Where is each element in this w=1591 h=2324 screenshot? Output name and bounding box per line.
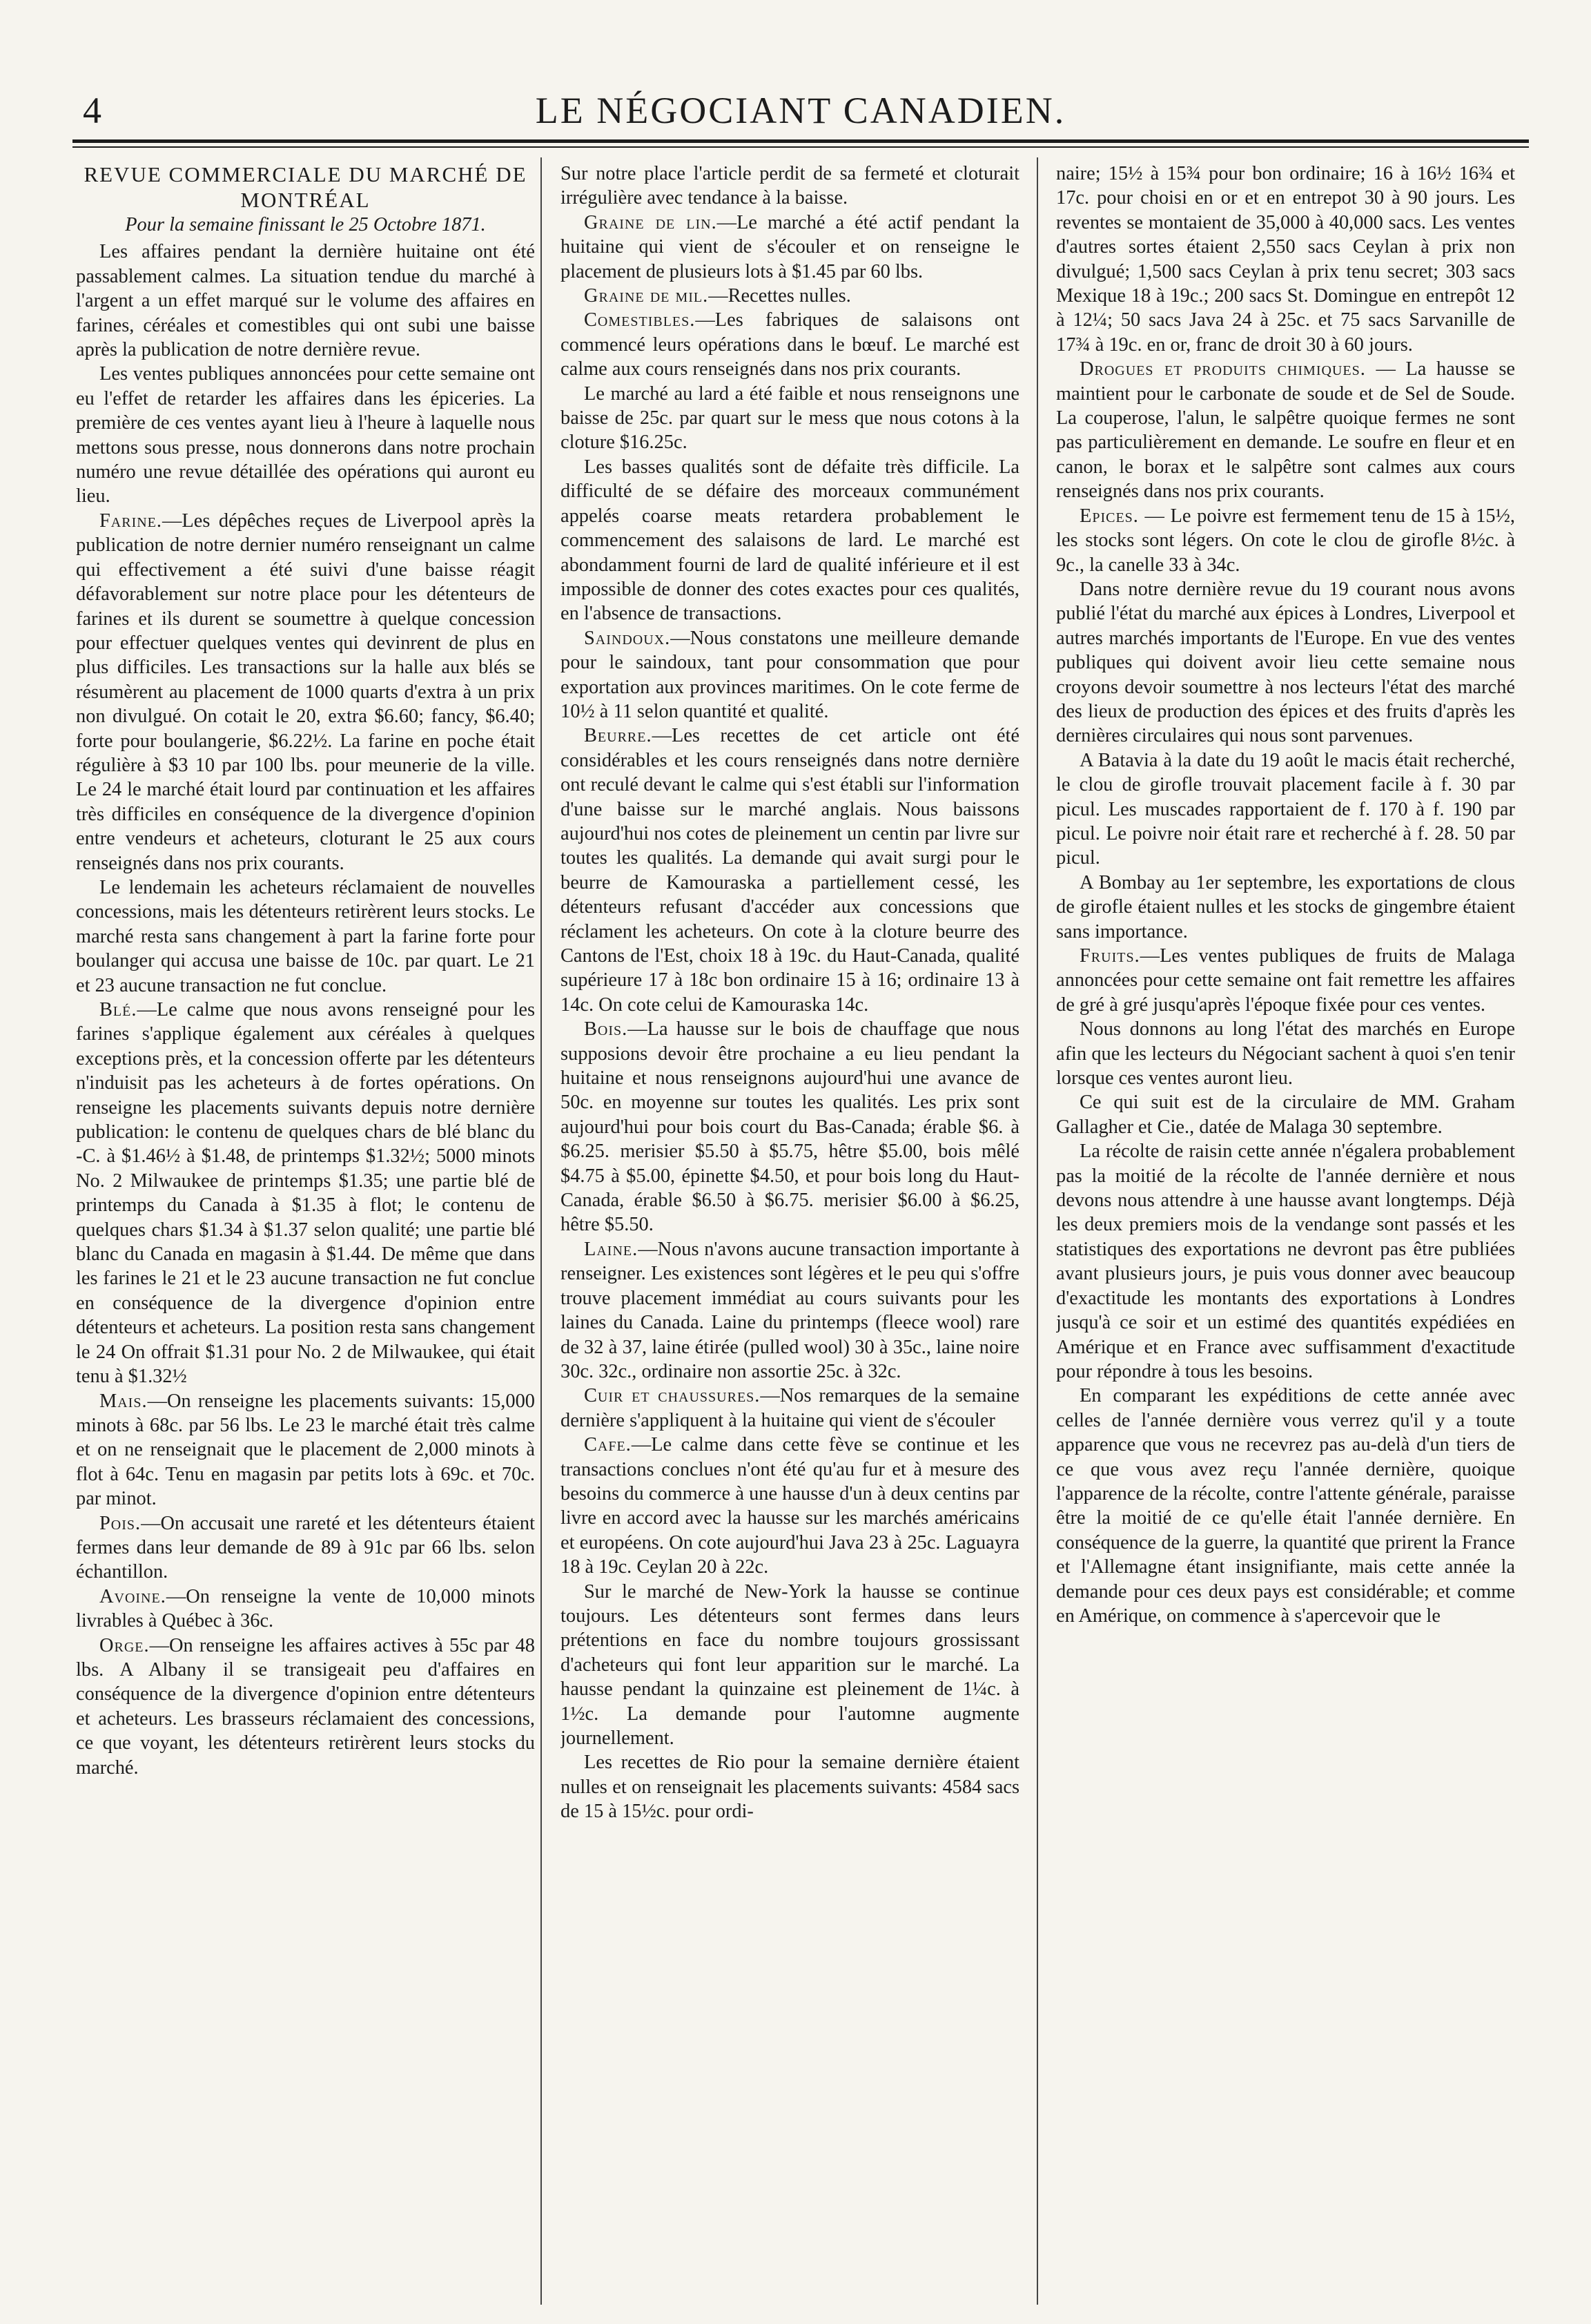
column-separator <box>1037 157 1038 2305</box>
paragraph-text: Le lendemain les acheteurs réclamaient de nouvelles concessions, mais les détenteurs retirèrent leurs stocks. Le marché resta sans changement à part la farine forte pour boulanger qui accusa une baisse de 10c. par quart. Le 21 et 23 aucune transaction ne fut conclue. <box>76 876 535 996</box>
column-separator <box>540 157 542 2305</box>
article-paragraph <box>560 211 1019 284</box>
header-rule-thick <box>72 139 1529 143</box>
paragraph-text: — La hausse se maintient pour le carbonate de soude et de Sel de Soude. La couperose, l'alun, le salpêtre quoique fermes ne sont pas particulièrement en demande. Le soufre en fleur et en canon, le borax et le salpêtre sont calmes aux cours renseignés dans nos prix courants. <box>1056 358 1515 503</box>
article-paragraph <box>76 362 535 508</box>
paragraph-text: —Le calme que nous avons renseigné pour les farines s'applique également aux céréales à quelques exceptions près, et la concession offerte par les détenteurs n'induisit pas les acheteurs à de fortes opérations. On renseigne les placements suivants depuis notre dernière publication: le contenu de quelques chars de blé blanc du -C. à $1.46½ à $1.48, de printemps $1.32½; 5000 minots No. 2 Milwaukee de printemps $1.35; une partie blé de printemps du Canada à $1.35 à flot; le contenu de quelques chars $1.34 à $1.37 selon qualité; une partie blé blanc du Canada en magasin à $1.44. De même que dans les farines le 21 et le 23 aucune transaction ne fut conclue en conséquence de la divergence d'opinion entre détenteurs et acheteurs. La position resta sans changement le 24 On offrait $1.31 pour No. 2 de Milwaukee, qui était tenu à $1.32½ <box>76 999 535 1388</box>
paragraph-text: Ce qui suit est de la circulaire de MM. Graham Gallagher et Cie., datée de Malaga 30 septembre. <box>1056 1092 1515 1138</box>
section-rubric: Pois. <box>99 1512 141 1534</box>
article-paragraph <box>1056 944 1515 1017</box>
paragraph-text: —Les dépêches reçues de Liverpool après la publication de notre dernier numéro renseignant un calme qui effectivement a été suivi d'une baisse réagit défavorablement sur notre place pour les détenteurs de farines et ils durent se soumettre à quelque concession pour effectuer quelques ventes qui devinrent de plus en plus difficiles. Les transactions sur la halle aux blés se résumèrent au placement de 1000 quarts d'extra à un prix non divulgué. On cotait le 20, extra $6.60; fancy, $6.40; forte pour boulangerie, $6.22½. La farine en poche était régulière à $3 10 par 100 lbs. pour meunerie de la ville. Le 24 le marché était lourd par continuation et les affaires très difficiles en conséquence de la divergence d'opinion entre vendeurs et acheteurs, cloturant le 25 aux cours renseignés dans nos prix courants. <box>76 510 535 874</box>
article-paragraph <box>560 308 1019 381</box>
article-paragraph <box>1056 1139 1515 1384</box>
paragraph-text: —Nous constatons une meilleure demande pour le saindoux, tant pour consommation que pour exportation aux provinces maritimes. On le cote ferme de 10½ à 11 selon quantité et qualité. <box>560 627 1019 722</box>
paragraph-text: —Les recettes de cet article ont été considérables et les cours renseignés dans notre dernière ont reculé devant le calme qui s'est établi sur l'information d'une baisse sur le marché anglais. Nous baissons aujourd'hui nos cotes de pleinement un centin par livre sur toutes les qualités. La demande qui avait surgi pour le beurre de Kamouraska a partiellement cessé, les détenteurs refusant d'accéder aux concessions que réclament les acheteurs. On cote à la cloture beurre des Cantons de l'Est, choix 18 à 19c. du Haut-Canada, qualité supérieure 17 à 18c bon ordinaire 15 à 16; ordinaire 13 à 14c. On cote celui de Kamouraska 14c. <box>560 725 1019 1016</box>
paragraph-text: Sur notre place l'article perdit de sa fermeté et cloturait irrégulière avec tendance à la baisse. <box>560 163 1019 209</box>
paragraph-text: Sur le marché de New-York la hausse se continue toujours. Les détenteurs sont fermes dans leurs prétentions en face du nombre toujours grossissant d'acheteurs qui font leur apparition sur le marché. La hausse pendant la quinzaine est pleinement de 1¼c. à 1½c. La demande pour l'automne augmente journellement. <box>560 1580 1019 1749</box>
article-paragraph <box>560 1017 1019 1237</box>
section-rubric: Comestibles. <box>584 309 696 331</box>
article-paragraph <box>76 1634 535 1780</box>
section-rubric: Beurre. <box>584 725 652 747</box>
article-paragraph <box>560 1384 1019 1433</box>
section-rubric: Fruits. <box>1080 945 1140 967</box>
paragraph-text: A Bombay au 1er septembre, les exportations de clous de girofle étaient nulles et les stocks de gingembre étaient sans importance. <box>1056 871 1515 942</box>
paragraph-text: —On renseigne les placements suivants: 15,000 minots à 68c. par 56 lbs. Le 23 le marché était très calme et on ne renseignait que le placement de 2,000 minots à flot à 64c. Tenu en magasin par petits lots à 69c. et 70c. par minot. <box>76 1390 535 1510</box>
paragraph-text: —On renseigne la vente de 10,000 minots livrables à Québec à 36c. <box>76 1585 535 1632</box>
paragraph-text: A Batavia à la date du 19 août le macis était recherché, le clou de girofle trouvait placement facile à f. 30 par picul. Les muscades rapportaient de f. 170 à f. 190 par picul. Le poivre noir était rare et recherché à f. 28. 50 par picul. <box>1056 749 1515 869</box>
article-paragraph <box>560 162 1019 211</box>
paragraph-text: —Le marché a été actif pendant la huitaine qui vient de s'écouler et on renseigne le placement de plusieurs lots à $1.45 par 60 lbs. <box>560 211 1019 282</box>
paragraph-text: Les recettes de Rio pour la semaine dernière étaient nulles et on renseignait les placements suivants: 4584 sacs de 15 à 15½c. pour ordi- <box>560 1752 1019 1823</box>
column-1 <box>76 162 535 2302</box>
article-paragraph <box>1056 1384 1515 1628</box>
paragraph-text: —Nos remarques de la semaine dernière s'appliquent à la huitaine qui vient de s'écouler <box>560 1385 1019 1431</box>
section-rubric: Graine de lin. <box>584 211 717 233</box>
article-paragraph <box>560 1750 1019 1823</box>
section-rubric: Laine. <box>584 1238 638 1260</box>
newspaper-title: LE NÉGOCIANT CANADIEN. <box>535 90 1066 131</box>
paragraph-text: —On renseigne les affaires actives à 55c par 48 lbs. A Albany il se transigeait peu d'affaires en conséquence de la divergence d'opinion entre détenteurs et acheteurs. Les brasseurs réclamaient des concessions, ce que voyant, les détenteurs retirèrent leurs stocks du marché. <box>76 1634 535 1779</box>
section-rubric: Cafe. <box>584 1434 632 1456</box>
paragraph-text: Les basses qualités sont de défaite très difficile. La difficulté de se défaire des morceaux communément appelés coarse meats retardera probablement le commencement des salaisons de lard. Le marché est abondamment fourni de lard de qualité inférieure et il est impossible de donner des cotes exactes pour ces qualités, en l'absence de transactions. <box>560 456 1019 625</box>
paragraph-text: —La hausse sur le bois de chauffage que nous supposions devoir être prochaine a eu lieu pendant la huitaine et nous renseignons aujourd'hui une avance de 50c. en moyenne sur toutes les qualités. Les prix sont aujourd'hui pour bois court du Bas-Canada; érable $6. à $6.25. merisier $5.50 à $5.75, hêtre $5.00, bois mêlé $4.75 à $5.00, épinette $4.50, et pour bois long du Haut-Canada, érable $6.50 à $6.75. merisier $6.00 à $6.25, hêtre $5.50. <box>560 1018 1019 1236</box>
paragraph-text: Les ventes publiques annoncées pour cette semaine ont eu l'effet de retarder les affaires dans les épiceries. La première de ces ventes ayant lieu à l'heure à laquelle nous mettons sous presse, nous donnerons dans notre prochain numéro une revue détaillée des opérations qui auront eu lieu. <box>76 363 535 507</box>
article-paragraph <box>1056 577 1515 748</box>
paragraph-text: —Les fabriques de salaisons ont commencé leurs opérations dans le bœuf. Le marché est calme aux cours renseignés dans nos prix courants. <box>560 309 1019 380</box>
article-paragraph <box>76 998 535 1389</box>
article-paragraph <box>560 626 1019 724</box>
header-rule-thin <box>72 146 1529 148</box>
section-rubric: Bois. <box>584 1018 628 1040</box>
section-rubric: Blé. <box>99 999 137 1020</box>
article-title: REVUE COMMERCIALE DU MARCHÉ DE MONTRÉAL <box>84 162 527 212</box>
paragraph-text: —Les ventes publiques de fruits de Malaga annoncées pour cette semaine ont fait remettre les affaires de gré à gré jusqu'après l'époque fixée pour ces ventes. <box>1056 945 1515 1016</box>
paragraph-text: — Le poivre est fermement tenu de 15 à 15½, les stocks sont légers. On cote le clou de girofle 8½c. à 9c., la canelle 33 à 34c. <box>1056 505 1515 576</box>
paragraph-text: La récolte de raisin cette année n'égalera probablement pas la moitié de la récolte de l'année dernière et nous devons nous attendre à une hausse avant longtemps. Déjà les deux premiers mois de la vendange sont passés et les statistiques des exportations ne devront pas être publiées avant plusieurs jours, je puis vous donner avec beaucoup d'exactitude les montants des exportations à Londres jusqu'à ce soir et un estimé des quantités expédiées en Amérique et en France avec suffisamment d'exactitude pour répondre à tous les besoins. <box>1056 1141 1515 1382</box>
section-rubric: Cuir et chaussures. <box>584 1385 761 1407</box>
article-paragraph <box>1056 162 1515 357</box>
article-paragraph <box>1056 357 1515 503</box>
paragraph-text: Dans notre dernière revue du 19 courant nous avons publié l'état du marché aux épices à Londres, Liverpool et autres marchés importants de l'Europe. En vue des ventes publiques qui doivent avoir lieu cette semaine nous croyons devoir soumettre à nos lecteurs l'état des marché des lieux de production des épices et des fruits d'après les dernières circulaires qui nous sont parvenues. <box>1056 578 1515 747</box>
column-2 <box>560 162 1019 2302</box>
article-paragraph <box>1056 1090 1515 1139</box>
article-paragraph <box>1056 871 1515 944</box>
paragraph-text: En comparant les expéditions de cette année avec celles de l'année dernière vous verrez qu'il y a toute apparence que vous ne recevrez pas au-delà d'un tiers de ce que vous avez reçu l'année dernière, quoique l'apparence de la récolte, contre l'attente générale, paraisse être la moitié de ce qu'elle était l'année dernière. En conséquence de la guerre, la quantité que prirent la France et l'Allemagne étant insignifiante, mais cette année la demande pour ces deux pays est considérable; et comme en Amérique, on commence à s'apercevoir que le <box>1056 1385 1515 1627</box>
section-rubric: Drogues et produits chimiques. <box>1080 358 1366 380</box>
article-paragraph <box>560 284 1019 308</box>
article-paragraph <box>560 1580 1019 1751</box>
page-header <box>72 90 1529 131</box>
article-paragraph <box>560 1433 1019 1579</box>
article-paragraph <box>1056 748 1515 871</box>
paragraph-text: —Nous n'avons aucune transaction importante à renseigner. Les existences sont légères et le peu qui s'offre trouve placement immédiat au cours suivants pour les laines du Canada. Laine du printemps (fleece wool) rare de 32 à 37, laine étirée (pulled wool) 30 à 35c., laine noire 30c. 32c., ordinaire non assortie 25c. à 32c. <box>560 1238 1019 1382</box>
article-paragraph <box>560 455 1019 626</box>
article-paragraph <box>560 724 1019 1017</box>
section-rubric: Mais. <box>99 1390 148 1412</box>
section-rubric: Avoine. <box>99 1585 166 1607</box>
page-number: 4 <box>83 90 101 131</box>
article-paragraph <box>76 1585 535 1634</box>
section-rubric: Graine de mil. <box>584 285 709 307</box>
paragraph-text: —On accusait une rareté et les détenteurs étaient fermes dans leur demande de 89 à 91c par 66 lbs. selon échantillon. <box>76 1512 535 1583</box>
paragraph-text: naire; 15½ à 15¾ pour bon ordinaire; 16 à 16½ 16¾ et 17c. pour choisi en or et en entrepot 30 à 90 jours. Les reventes se montaient de 35,000 à 40,000 sacs. Les ventes d'autres sortes étaient 2,550 sacs Ceylan à prix non divulgué; 1,500 sacs Ceylan à prix tenu secret; 303 sacs Mexique 18 à 19c.; 200 sacs St. Domingue en entrepôt 12 à 12¼; 50 sacs Java 24 à 25c. et 75 sacs Sarvanille de 17¾ à 19c. en or, franc de droit 30 à 60 jours. <box>1056 163 1515 356</box>
paragraph-text: —Recettes nulles. <box>708 285 851 307</box>
article-paragraph <box>76 1511 535 1585</box>
section-rubric: Orge. <box>99 1634 150 1656</box>
article-paragraph <box>1056 1017 1515 1090</box>
paragraph-text: —Le calme dans cette fève se continue et les transactions conclues n'ont été qu'au fur et à mesure des besoins du commerce à une hausse d'un à deux centins par livre en accord avec la hausse sur les marchés américains et européens. On cote aujourd'hui Java 23 à 25c. Laguayra 18 à 19c. Ceylan 20 à 22c. <box>560 1434 1019 1578</box>
article-paragraph <box>76 1389 535 1511</box>
paragraph-text: Le marché au lard a été faible et nous renseignons une baisse de 25c. par quart sur le mess que nous cotons à la cloture $16.25c. <box>560 383 1019 454</box>
section-rubric: Epices. <box>1080 505 1139 527</box>
article-paragraph <box>1056 504 1515 577</box>
section-rubric: Saindoux. <box>584 627 671 649</box>
column-3 <box>1056 162 1515 2302</box>
article-paragraph <box>76 240 535 362</box>
paragraph-text: Les affaires pendant la dernière huitaine ont été passablement calmes. La situation tendue du marché à l'argent a un effet marqué sur le volume des affaires en farines, céréales et comestibles qui ont subi une baisse après la publication de notre dernière revue. <box>76 241 535 361</box>
article-paragraph <box>76 875 535 998</box>
article-dateline: Pour la semaine finissant le 25 Octobre 1871. <box>125 214 486 235</box>
article-paragraph <box>76 509 535 875</box>
article-paragraph <box>560 382 1019 455</box>
paragraph-text: Nous donnons au long l'état des marchés en Europe afin que les lecteurs du Négociant sachent à quoi s'en tenir lorsque ces ventes auront lieu. <box>1056 1018 1515 1090</box>
article-paragraph <box>560 1237 1019 1384</box>
section-rubric: Farine. <box>99 510 162 532</box>
